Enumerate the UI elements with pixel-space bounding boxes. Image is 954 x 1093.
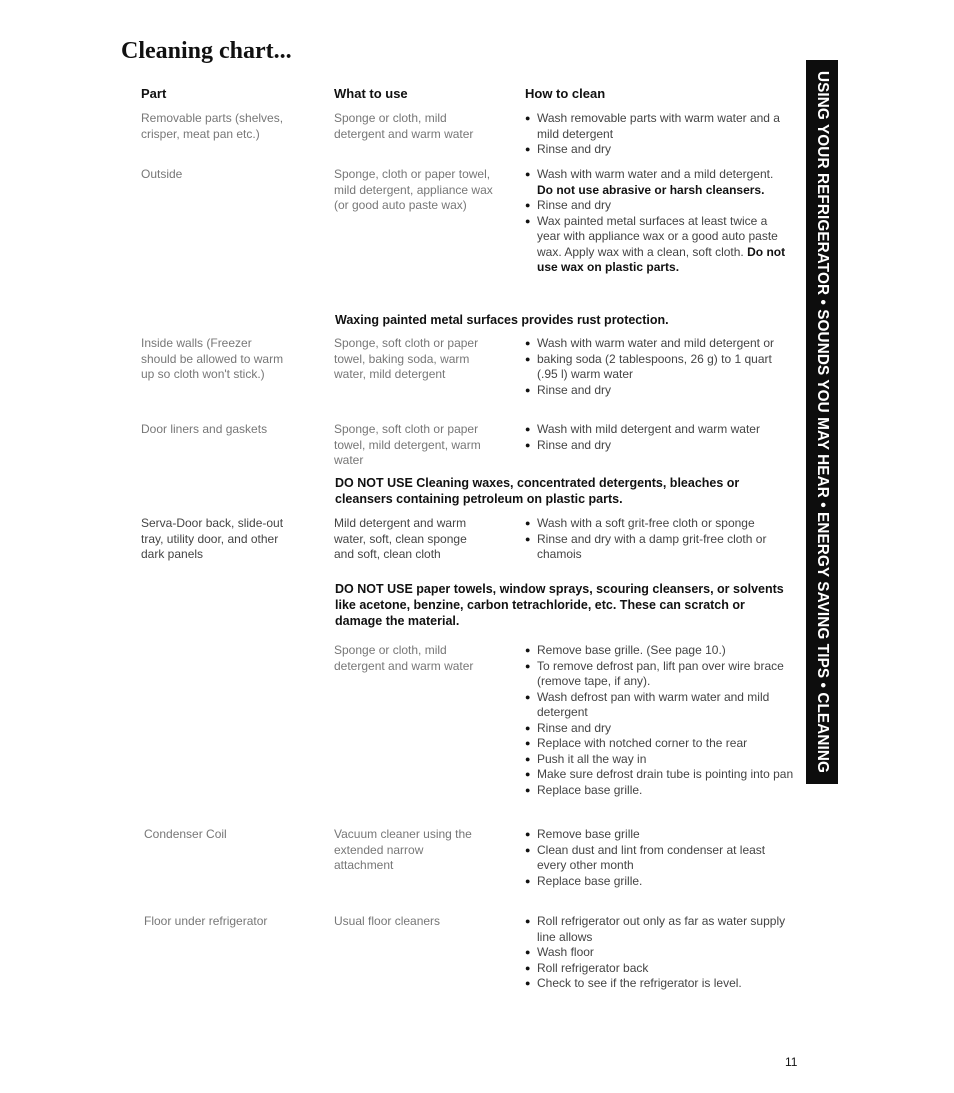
list-item [525,198,787,214]
list-item: ● Replace base grille. [525,783,795,799]
list-item: ● Rinse and dry [525,142,787,158]
how-list [525,516,787,563]
list-item: ● Rinse and dry [525,721,795,737]
list-item: ● baking soda (2 tablespoons, 26 g) to 1 quart (.95 l) warm water [525,352,787,383]
warning-text: Do not use wax on plastic parts. [537,244,786,274]
part-cell: Floor under refrigerator [144,914,268,928]
list-item: ● Wash with mild detergent and warm water [525,422,787,438]
step-text: Wash with warm water and a mild detergent. [537,167,774,181]
page-number: 11 [785,1055,798,1069]
how-list [525,914,795,992]
how-list [525,336,787,398]
what-cell: Sponge, soft cloth or paper towel, baking soda, warm water, mild detergent [334,336,479,381]
part-cell: Condenser Coil [144,827,227,841]
step-text: Rinse and dry [537,198,612,212]
list-item: ● Wash with warm water and mild detergent or [525,336,787,352]
list-item: ● Roll refrigerator out only as far as water supply line allows [525,914,795,945]
what-cell: Sponge, cloth or paper towel, mild detergent, appliance wax (or good auto paste wax) [334,167,493,212]
what-cell: Vacuum cleaner using the extended narrow attachment [334,827,472,872]
note-no-towels: DO NOT USE paper towels, window sprays, scouring cleansers, or solvents like acetone, benzine, carbon tetrachloride, etc. These can scratch or damage the material. [335,582,784,628]
how-list [525,827,790,889]
warning-text: Do not use abrasive or harsh cleansers. [537,182,765,197]
step-text: Wax painted metal surfaces at least twice a year with appliance wax or a good auto paste wax. Apply wax with a clean, soft cloth. [537,213,778,259]
what-cell: Sponge or cloth, mild detergent and warm water [334,643,474,673]
how-list [525,422,787,453]
header-how-to-clean: How to clean [525,86,606,101]
header-what-to-use: What to use [334,86,408,101]
list-item: ● Wash defrost pan with warm water and mild detergent [525,690,795,721]
list-item: ● Rinse and dry with a damp grit-free cloth or chamois [525,532,787,563]
list-item: ● Wash removable parts with warm water and a mild detergent [525,111,787,142]
list-item: ● Roll refrigerator back [525,961,795,977]
sidebar-text: USING YOUR REFRIGERATOR • SOUNDS YOU MAY HEAR • ENERGY SAVING TIPS • CLEANING [814,70,831,774]
list-item: ● Wash floor [525,945,795,961]
part-cell: Outside [141,167,183,181]
part-cell: Door liners and gaskets [141,422,268,436]
page-title: Cleaning chart... [121,38,292,64]
part-cell: Inside walls (Freezer should be allowed to warm up so cloth won't stick.) [141,336,284,381]
list-item: ● Make sure defrost drain tube is pointing into pan [525,767,795,783]
how-list [525,111,787,158]
list-item: ● Replace base grille. [525,874,790,890]
list-item: ● Rinse and dry [525,438,787,454]
part-cell: Serva-Door back, slide-out tray, utility door, and other dark panels [141,516,284,561]
how-list [525,643,795,798]
note-waxing: Waxing painted metal surfaces provides rust protection. [335,313,669,327]
what-cell: Sponge, soft cloth or paper towel, mild detergent, warm water [334,422,481,467]
what-cell: Usual floor cleaners [334,914,441,928]
list-item [525,214,787,276]
note-no-waxes: DO NOT USE Cleaning waxes, concentrated detergents, bleaches or cleansers containing petroleum on plastic parts. [335,476,740,506]
list-item: ● Push it all the way in [525,752,795,768]
list-item: ● Rinse and dry [525,383,787,399]
what-cell: Mild detergent and warm water, soft, clean sponge and soft, clean cloth [334,516,467,561]
list-item: ● Clean dust and lint from condenser at least every other month [525,843,790,874]
list-item: ● Replace with notched corner to the rear [525,736,795,752]
list-item: ● Remove base grille [525,827,790,843]
header-part: Part [141,86,167,101]
how-list [525,167,787,276]
list-item: ● Remove base grille. (See page 10.) [525,643,795,659]
list-item [525,167,787,198]
what-cell: Sponge or cloth, mild detergent and warm water [334,111,474,141]
list-item: ● To remove defrost pan, lift pan over wire brace (remove tape, if any). [525,659,795,690]
list-item: ● Check to see if the refrigerator is level. [525,976,795,992]
part-cell: Removable parts (shelves, crisper, meat pan etc.) [141,111,284,141]
section-sidebar-tab [806,60,838,784]
list-item: ● Wash with a soft grit-free cloth or sponge [525,516,787,532]
